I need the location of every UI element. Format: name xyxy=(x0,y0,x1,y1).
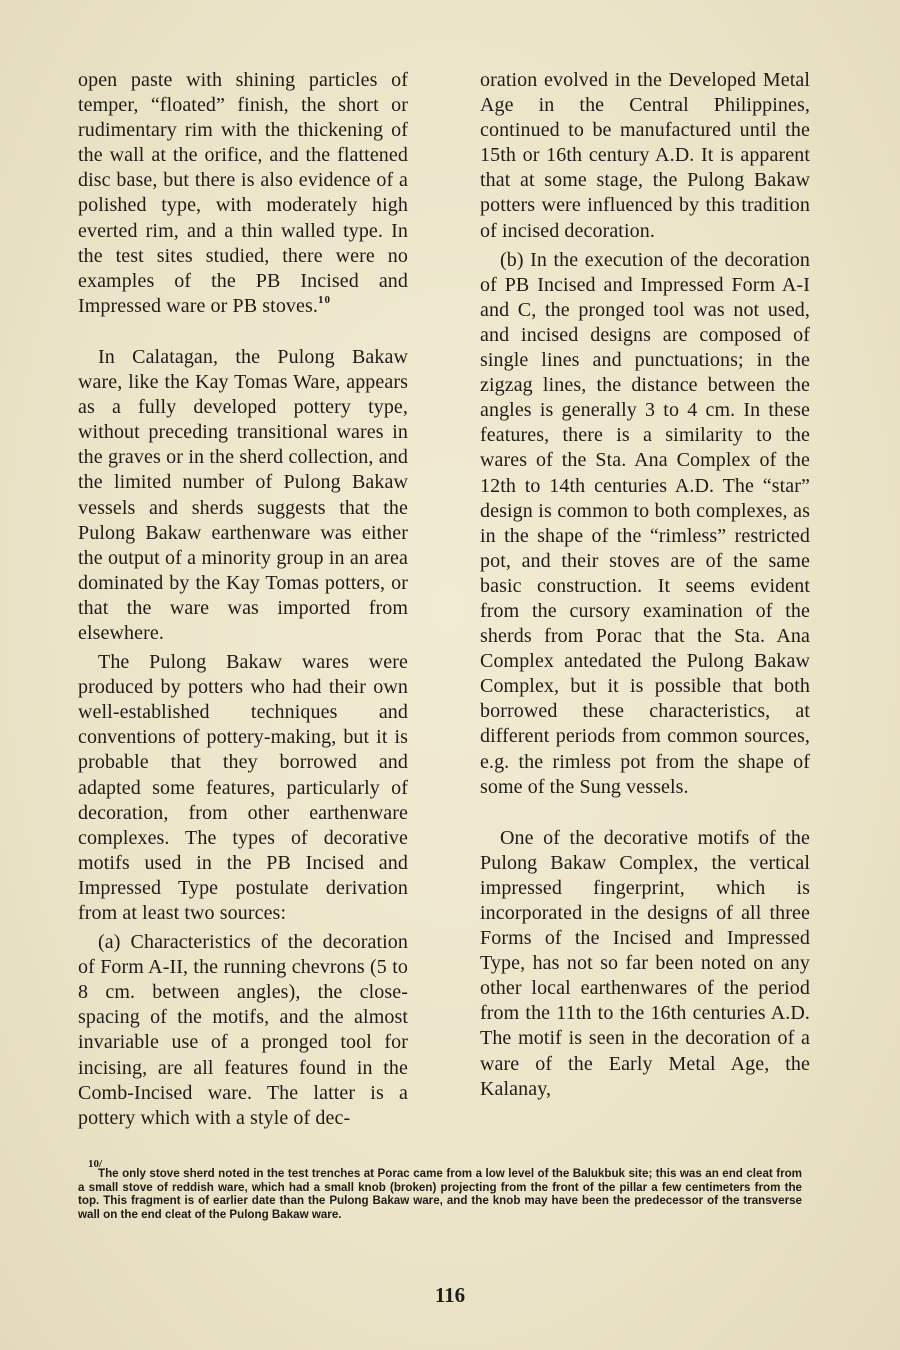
footnote xyxy=(78,1158,802,1221)
paragraph: The Pulong Bakaw wares were produced by potters who had their own well-established techniques and conventions of pottery-making, but it is probable that they borrowed and adapted some features, particularly of decoration, from other earthenware complexes. The types of decorative motifs used in the PB Incised and Impressed Type postulate derivation from at least two sources: xyxy=(78,651,408,924)
right-column xyxy=(480,68,810,1102)
paragraph: (b) In the execution of the decoration of PB Incised and Impressed Form A-I and C, the pronged tool was not used, and incised designs are composed of single lines and punctuations; in the zigzag lines, the distance between the angles is generally 3 to 4 cm. In these features, there is a similarity to the wares of the Sta. Ana Complex of the 12th to 14th centuries A.D. The “star” design is common to both complexes, as in the shape of the “rimless” restricted pot, and their stoves are of the same basic construction. It seems evident from the cursory examination of the sherds from Porac that the Sta. Ana Complex antedated the Pulong Bakaw Complex, but it is possible that both borrowed these characteristics, at different periods from common sources, e.g. the rimless pot from the shape of some of the Sung vessels. xyxy=(480,248,810,798)
paragraph: In Calatagan, the Pulong Bakaw ware, like the Kay Tomas Ware, appears as a fully developed pottery type, without preceding transitional wares in the graves or in the sherd collection, and the limited number of Pulong Bakaw vessels and sherds suggests that the Pulong Bakaw earthenware was either the output of a minority group in an area dominated by the Kay Tomas potters, or that the ware was imported from elsewhere. xyxy=(78,345,408,644)
footnote-text: The only stove sherd noted in the test trenches at Porac came from a low level of the Balukbuk site; this was an end cleat from a small stove of reddish ware, which had a small knob (broken) projecting from the front of the pillar a few centimeters from the top. This fragment is of earlier date than the Pulong Bakaw ware, and the knob may have been the predecessor of the transverse wall on the end cleat of the Pulong Bakaw ware. xyxy=(78,1167,802,1221)
paragraph: (a) Characteristics of the decoration of Form A-II, the running chevrons (5 to 8 cm. between angles), the close-spacing of the motifs, and the almost invariable use of a pronged tool for incising, are all features found in the Comb-Incised ware. The latter is a pottery which with a style of dec- xyxy=(78,931,408,1129)
paragraph: One of the decorative motifs of the Pulong Bakaw Complex, the vertical impressed fingerprint, which is incorporated in the designs of all three Forms of the Incised and Impressed Type, has not so far been noted on any other local earthenwares of the period from the 11th to the 16th centuries A.D. The motif is seen in the decoration of a ware of the Early Metal Age, the Kalanay, xyxy=(480,826,810,1100)
footnote-reference: 10 xyxy=(317,293,331,306)
paragraph: oration evolved in the Developed Metal Age in the Central Philippines, continued to be manufactured until the 15th or 16th century A.D. It is apparent that at some stage, the Pulong Bakaw potters were influenced by this tradition of incised decoration. xyxy=(480,69,810,242)
footnote-marker: 10/ xyxy=(88,1158,103,1170)
page-number: 116 xyxy=(434,1283,466,1307)
left-column xyxy=(78,68,408,1131)
paragraph: open paste with shining particles of temper, “floated” finish, the short or rudimentary rim with the thickening of the wall at the orifice, and the flattened disc base, but there is also evidence of a polished type, with moderately high everted rim, and a thin walled type. In the test sites studied, there were no examples of the PB Incised and Impressed ware or PB stoves.$^{10}$ xyxy=(78,69,408,317)
